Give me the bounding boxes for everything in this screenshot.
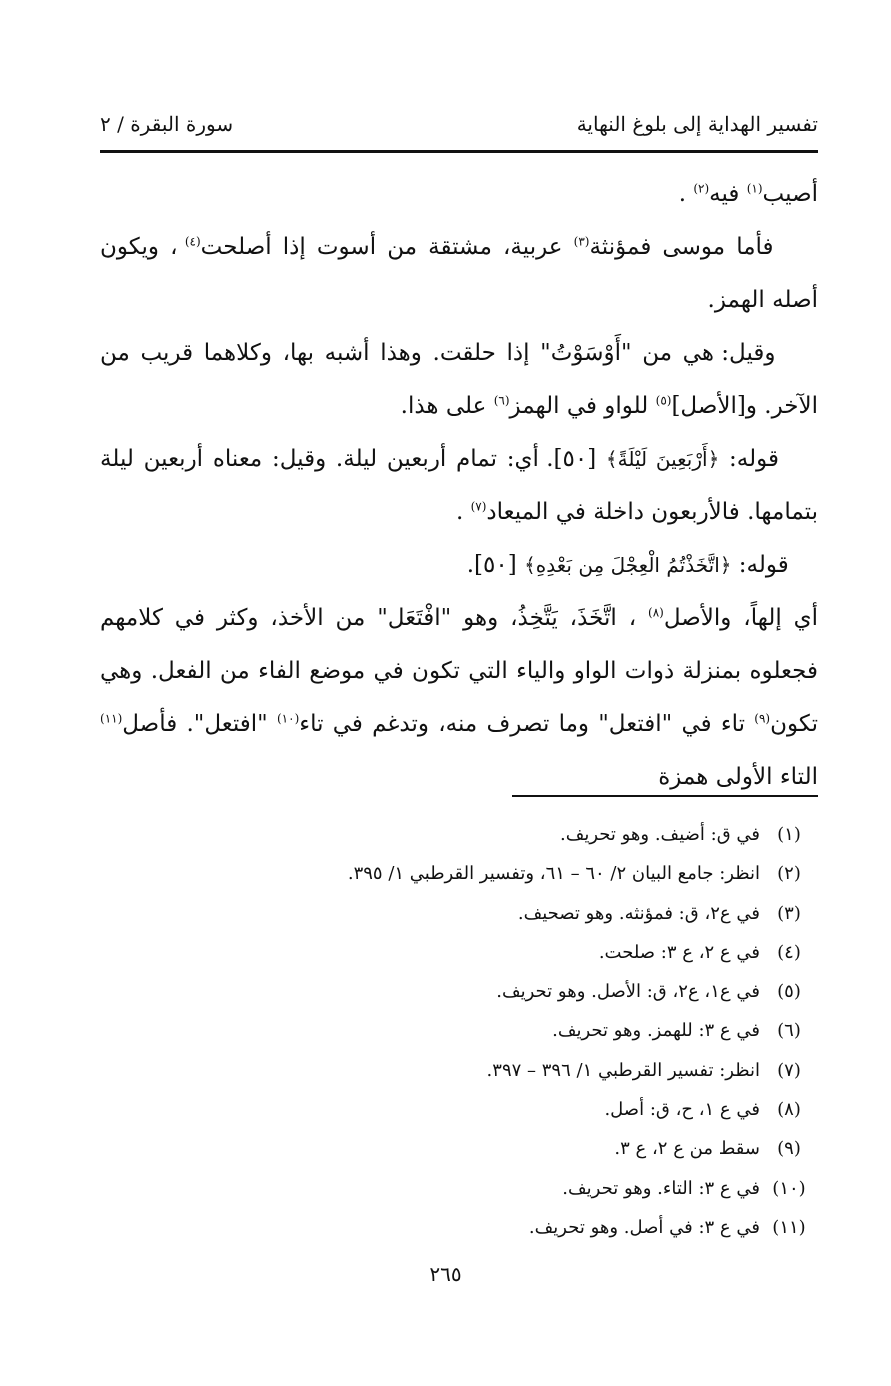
footnote-number: (٩) (777, 1138, 801, 1160)
text-run: قوله: (731, 552, 789, 578)
text-run: فأما موسى فمؤنثة (589, 234, 774, 260)
footnote-number: (٤) (777, 941, 801, 963)
text-run: التاء الأولى همزة (658, 764, 818, 790)
footnote-number: (٥) (777, 981, 801, 1003)
footnotes-list (118, 815, 818, 1247)
text-run: فيه (709, 181, 747, 207)
running-header (100, 112, 818, 144)
footnote-ref: (١١) (100, 711, 123, 726)
text-run: على هذا. (400, 393, 494, 419)
footnote-text: في ع ٢، ع ٣: صلحت. (598, 941, 760, 963)
text-run: أي إلهاً، والأصل (663, 605, 818, 631)
footnote (118, 854, 818, 893)
footnote-ref: (١) (746, 181, 763, 196)
footnote-text: انظر: جامع البيان ٢/ ٦٠ – ٦١، وتفسير القرطبي ١/ ٣٩٥. (347, 863, 760, 885)
footnote-text: انظر: تفسير القرطبي ١/ ٣٩٦ – ٣٩٧. (486, 1059, 760, 1081)
text-run: ، ويكون أصله الهمز. (100, 234, 818, 313)
footnote (118, 1011, 818, 1050)
text-run: "افتعل". فأصل (122, 711, 277, 737)
footnote-number: (٨) (777, 1099, 801, 1121)
footnote (118, 1169, 818, 1208)
footnote-text: في ع٢، ق: فمؤنثه. وهو تصحيف. (517, 902, 760, 924)
footnote-ref: (٩) (754, 711, 771, 726)
main-text (100, 168, 818, 804)
footnote-ref: (٥) (655, 393, 672, 408)
text-run: ، اتَّخَذَ، يَتَّخِذُ، وهو "افْتَعَل" من الأخذ، وكثر في كلامهم فجعلوه بمنزلة ذوات الواو والياء التي تكون في موضع الفاء من الفعل. وهي تكون (100, 605, 818, 737)
quran-verse: ﴿أَرْبَعِينَ لَيْلَةً﴾ (605, 447, 720, 471)
text-run: للواو في الهمز (509, 393, 656, 419)
footnote-ref: (٤) (184, 234, 201, 249)
footnote (118, 1129, 818, 1168)
footnote-ref: (٦) (493, 393, 510, 408)
text-run: تاء في "افتعل" وما تصرف منه، وتدغم في تاء (299, 711, 755, 737)
footnote-ref: (٧) (470, 499, 487, 514)
header-rule (100, 150, 818, 153)
footnote-number: (١٠) (772, 1177, 806, 1199)
footnote-ref: (٨) (648, 605, 664, 620)
footnote-ref: (١٠) (276, 711, 300, 726)
footnote-text: في ع١، ع٢، ق: الأصل. وهو تحريف. (496, 981, 760, 1003)
text-run: [٥٠]. (466, 552, 525, 578)
text-run: أصيب (762, 181, 818, 207)
quran-verse: ﴿اتَّخَذْتُمُ الْعِجْلَ مِن بَعْدِهِ﴾ (524, 553, 732, 577)
paragraph-3 (100, 327, 818, 433)
text-run: عربية، مشتقة من أسوت إذا أصلحت (200, 234, 574, 260)
paragraph-1 (100, 168, 818, 221)
text-run: . (455, 499, 471, 525)
footnote-number: (٣) (777, 902, 801, 924)
footnote-number: (١١) (772, 1216, 806, 1238)
footnote-text: سقط من ع ٢، ع ٣. (614, 1138, 760, 1160)
text-run: قوله: (719, 446, 780, 472)
paragraph-6 (100, 592, 818, 804)
footnote-ref: (٢) (693, 181, 710, 196)
footnote (118, 1051, 818, 1090)
footnote-text: في ع ٣: التاء. وهو تحريف. (562, 1177, 760, 1199)
footnote-text: في ع ١، ح، ق: أصل. (604, 1099, 760, 1121)
paragraph-5 (100, 539, 818, 592)
footnote-ref: (٣) (573, 234, 590, 249)
footnote (118, 972, 818, 1011)
text-run: وقيل: هي من "أَوْسَوْتُ" إذا حلقت. وهذا أشبه بها، وكلاهما قريب من الآخر. و[الأصل] (100, 340, 818, 419)
surah-label: سورة البقرة / ٢ (100, 112, 234, 136)
footnote (118, 815, 818, 854)
paragraph-4 (100, 433, 818, 539)
footnote-separator (512, 795, 818, 797)
footnote (118, 1208, 818, 1247)
footnote-text: في ق: أضيف. وهو تحريف. (559, 824, 760, 845)
footnote (118, 894, 818, 933)
footnote-text: في ع ٣: للهمز. وهو تحريف. (552, 1020, 760, 1042)
footnote (118, 933, 818, 972)
text-run: . (678, 181, 694, 207)
footnote-number: (٢) (777, 863, 801, 885)
footnote-number: (٦) (777, 1020, 801, 1042)
text-run: [٥٠]. أي: تمام أربعين ليلة. وقيل: معناه أربعين ليلة بتمامها. فالأربعون داخلة في الميعاد (100, 446, 818, 525)
footnote-text: في ع ٣: في أصل. وهو تحريف. (528, 1216, 760, 1238)
footnote-number: (١) (777, 824, 801, 845)
footnote-number: (٧) (777, 1059, 801, 1081)
paragraph-2 (100, 221, 818, 327)
footnote (118, 1090, 818, 1129)
book-title: تفسير الهداية إلى بلوغ النهاية (576, 112, 818, 136)
page-number: ٢٦٥ (429, 1262, 462, 1286)
